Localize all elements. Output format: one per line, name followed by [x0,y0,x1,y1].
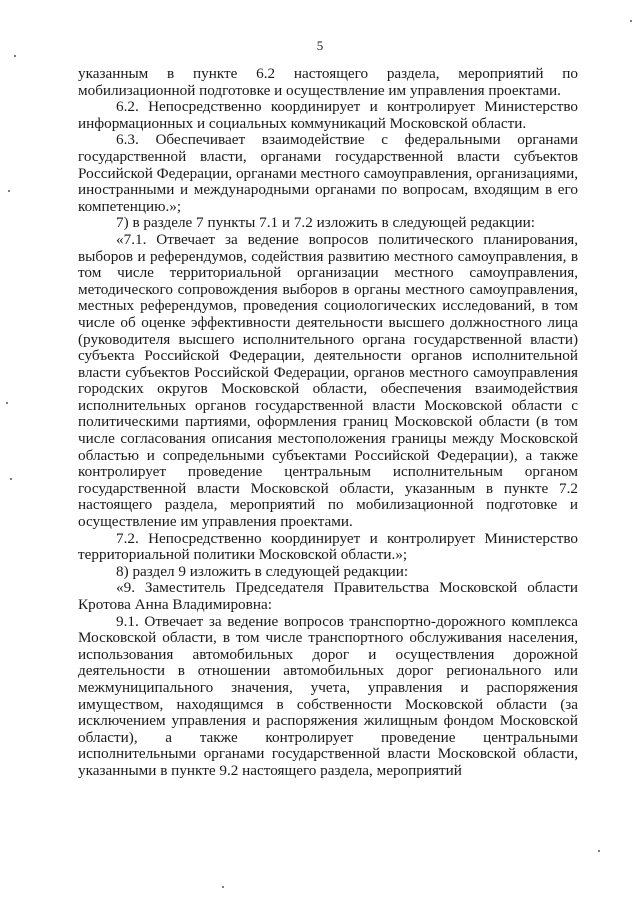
paragraph-6-3: 6.3. Обеспечивает взаимодействие с федеральными органами государственной власти, органами государственной власти субъектов Российской Федерации, органами местного самоуправления, организациями, иностранными и международными органами по вопросам, входящим в его компетенцию.»; [78,131,578,215]
scan-speck [630,20,632,22]
scan-speck [222,886,224,888]
scan-speck [14,55,16,57]
paragraph-6-2: 6.2. Непосредственно координирует и контролирует Министерство информационных и социальных коммуникаций Московской области. [78,98,578,132]
paragraph-item-7: 7) в разделе 7 пункты 7.1 и 7.2 изложить в следующей редакции: [116,214,535,232]
scan-speck [10,478,12,480]
scan-speck [598,850,600,852]
paragraph-9-1: 9.1. Отвечает за ведение вопросов транспортно-дорожного комплекса Московской области, в том числе транспортного обслуживания населения, использования автомобильных дорог и осуществления дорожной деятельности в отношении автомобильных дорог регионального или межмуниципального значения, учета, управления и распоряжения имуществом, находящимся в собственности Московской области (за исключением управления и распоряжения жилищным фондом Московской области), а также контролирует проведение центральными исполнительными органами государственной власти Московской области, указанными в пункте 9.2 настоящего раздела, мероприятий [78,612,578,779]
scan-speck [6,402,8,404]
paragraph-section-9: «9. Заместитель Председателя Правительства Московской области Кротова Анна Владимировна: [78,579,578,613]
document-body [78,66,578,780]
page-number: 5 [316,38,324,53]
paragraph-7-2: 7.2. Непосредственно координирует и контролирует Министерство территориальной политики Московской области.»; [78,529,578,564]
paragraph-7-1: «7.1. Отвечает за ведение вопросов политического планирования, выборов и референдумов, содействия развитию местного самоуправления, в том числе территориальной организации местного самоуправления, методического сопровождения выборов в органы местного самоуправления, местных референдумов, проведения социологических исследований, в том числе об оценке эффективности деятельности высшего должностного лица (руководителя высшего исполнительного органа государственной власти) субъекта Российской Федерации, деятельности органов исполнительной власти субъектов Российской Федерации, органов местного самоуправления городских округов Московской области, обеспечения взаимодействия исполнительных органов государственной власти Московской области с политическими партиями, оформления границ Московской области (в том числе согласования описания местоположения границы между Московской областью и сопредельными субъектами Российской Федерации), а также контролирует проведение центральным исполнительным органом государственной власти Московской области, указанным в пункте 7.2 настоящего раздела, мероприятий по мобилизационной подготовке и осуществление им управления проектами. [78,230,578,531]
paragraph-continuation: указанным в пункте 6.2 настоящего раздела, мероприятий по мобилизационной подготовке и осуществление им управления проектами. [78,65,578,99]
scan-speck [8,190,10,192]
paragraph-item-8: 8) раздел 9 изложить в следующей редакции: [116,562,409,580]
